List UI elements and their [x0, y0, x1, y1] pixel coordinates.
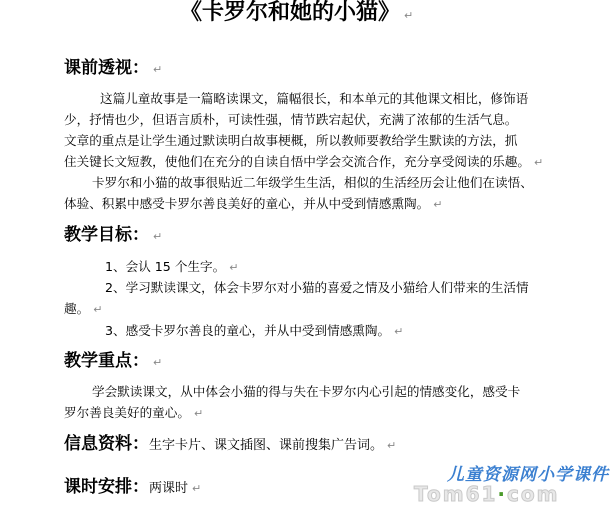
watermark-domain-part2: com: [507, 482, 560, 506]
goal-item-1-text: 1、会认 15 个生字。: [105, 259, 226, 274]
paragraph-mark-icon: ↵: [404, 9, 414, 22]
heading-text: 课时安排：: [64, 477, 149, 497]
preview-line-4: [64, 151, 543, 173]
paragraph-mark-icon: ↵: [533, 156, 544, 169]
focus-line-2-text: 罗尔善良美好的童心。: [64, 405, 190, 420]
paragraph-mark-icon: ↵: [153, 230, 163, 243]
document-title: [180, 0, 413, 29]
preview-line-6-text: 体验、积累中感受卡罗尔善良美好的童心，并从中受到情感熏陶。: [64, 196, 430, 211]
section-heading-schedule: [64, 476, 201, 500]
paragraph-mark-icon: ↵: [394, 325, 404, 338]
preview-line-6: [64, 193, 442, 215]
paragraph-mark-icon: ↵: [192, 482, 202, 495]
focus-line-1: 学会默读课文，从中体会小猫的得与失在卡罗尔内心引起的情感变化，感受卡: [92, 384, 521, 399]
preview-line-3: 文章的重点是让学生通过默读明白故事梗概，所以教师要教给学生默读的方法，抓: [64, 133, 518, 148]
paragraph-mark-icon: ↵: [229, 261, 239, 274]
preview-line-2: 少，抒情也少，但语言质朴，可读性强，情节跌宕起伏，充满了浓郁的生活气息。: [64, 112, 518, 127]
goal-item-2-cont-text: 趣。: [64, 301, 90, 316]
goal-item-2: 2、学习默读课文，体会卡罗尔对小猫的喜爱之情及小猫给人们带来的生活情: [105, 280, 529, 295]
heading-text: 教学重点：: [64, 351, 149, 371]
watermark-site-name: 儿童资源网小学课件: [447, 465, 609, 485]
paragraph-mark-icon: ↵: [153, 356, 163, 369]
watermark-domain: [414, 482, 559, 506]
goal-item-1: [105, 256, 238, 278]
goal-item-3-text: 3、感受卡罗尔善良的童心，并从中受到情感熏陶。: [105, 323, 391, 338]
schedule-text: 两课时: [149, 481, 189, 496]
watermark-logo: [398, 460, 613, 505]
paragraph-mark-icon: ↵: [153, 63, 163, 76]
paragraph-mark-icon: ↵: [193, 407, 204, 420]
preview-line-5: 卡罗尔和小猫的故事很贴近二年级学生生活，相似的生活经历会让他们在读悟、: [92, 175, 533, 190]
goal-item-3: [105, 320, 403, 342]
section-heading-goals: [64, 224, 162, 248]
preview-line-4-text: 住关键长文短教，使他们在充分的自读自悟中学会交流合作，充分享受阅读的乐趣。: [64, 154, 530, 169]
goal-item-2-cont: [64, 298, 102, 320]
heading-text: 信息资料：: [64, 434, 149, 454]
section-heading-focus: [64, 350, 162, 374]
section-heading-preview: [64, 57, 162, 81]
materials-text: 生字卡片、课文插图、课前搜集广告词。: [149, 438, 384, 453]
watermark-domain-part1: Tom61: [414, 482, 498, 506]
heading-text: 课前透视：: [64, 58, 149, 78]
preview-line-1: 这篇儿童故事是一篇略读课文，篇幅很长，和本单元的其他课文相比，修饰语: [100, 91, 529, 106]
paragraph-mark-icon: ↵: [93, 303, 103, 316]
paragraph-mark-icon: ↵: [387, 439, 397, 452]
title-text: 《卡罗尔和她的小猫》: [180, 0, 401, 25]
section-heading-materials: [64, 433, 396, 457]
heading-text: 教学目标：: [64, 225, 149, 245]
watermark-domain-dot: ·: [497, 482, 508, 506]
paragraph-mark-icon: ↵: [433, 198, 443, 211]
focus-line-2: [64, 402, 203, 424]
